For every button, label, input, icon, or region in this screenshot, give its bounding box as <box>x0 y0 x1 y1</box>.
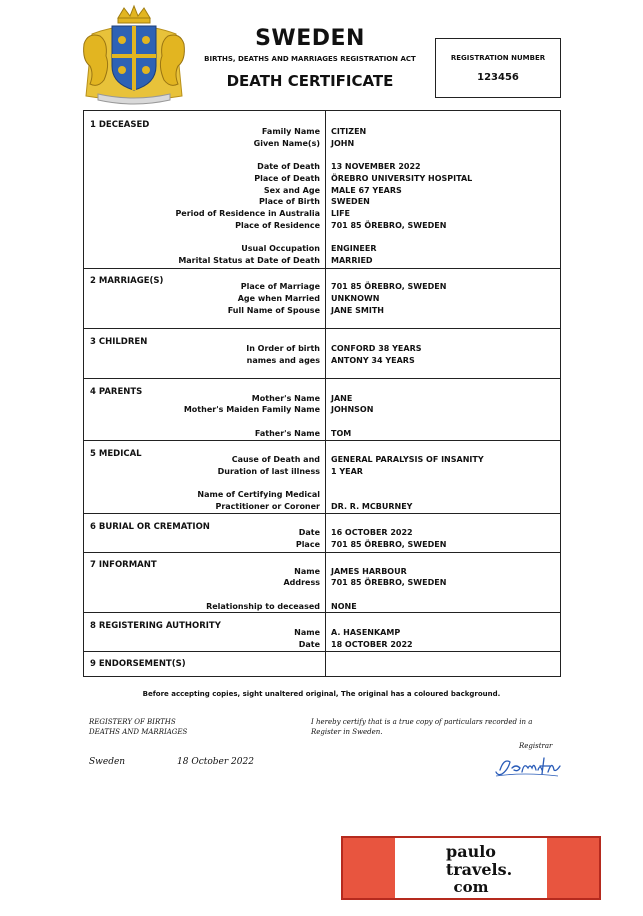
field-value: ANTONY 34 YEARS <box>331 356 415 365</box>
field-label: Mother's Name <box>251 394 320 403</box>
field-label: Name of Certifying Medical <box>197 490 320 499</box>
field-value: CONFORD 38 YEARS <box>331 344 422 353</box>
field-label: Place <box>295 540 320 549</box>
field-value: 701 85 ÖREBRO, SWEDEN <box>331 282 447 291</box>
field-label: In Order of birth <box>246 344 320 353</box>
section-divider <box>84 552 560 553</box>
issue-place: Sweden <box>89 757 126 767</box>
field-value: ENGINEER <box>331 244 377 253</box>
registrar-signature <box>494 754 564 780</box>
country-heading: SWEDEN <box>255 26 365 51</box>
field-value: JOHN <box>331 139 355 148</box>
field-value: 701 85 ÖREBRO, SWEDEN <box>331 578 447 587</box>
section-title-deceased: 1 DECEASED <box>90 120 150 130</box>
field-value: ÖREBRO UNIVERSITY HOSPITAL <box>331 174 473 183</box>
document-title-block <box>200 26 420 90</box>
field-label: Father's Name <box>254 429 320 438</box>
field-label: Full Name of Spouse <box>227 306 320 315</box>
field-label: Cause of Death and <box>231 455 320 464</box>
field-value: A. HASENKAMP <box>331 628 401 637</box>
field-label: Duration of last illness <box>217 467 320 476</box>
registration-label: REGISTRATION NUMBER <box>450 54 546 62</box>
logo-line: com <box>453 878 489 896</box>
registry-line: REGISTERY OF BIRTHS <box>89 718 176 726</box>
field-label: Date <box>298 528 320 537</box>
logo-line: travels. <box>445 860 513 879</box>
field-value: 701 85 ÖREBRO, SWEDEN <box>331 540 447 549</box>
section-title-medical: 5 MEDICAL <box>90 449 142 459</box>
field-label: Place of Residence <box>235 221 320 230</box>
section-divider <box>84 513 560 514</box>
field-label: Place of Birth <box>258 197 320 206</box>
field-label: Place of Death <box>254 174 320 183</box>
act-subtitle: BIRTHS, DEATHS AND MARRIAGES REGISTRATION ACT <box>204 55 416 63</box>
field-label: Marital Status at Date of Death <box>178 256 320 265</box>
field-label: Place of Marriage <box>240 282 320 291</box>
field-value: 13 NOVEMBER 2022 <box>331 162 421 171</box>
field-value: TOM <box>331 429 352 438</box>
field-value: 18 OCTOBER 2022 <box>331 640 413 649</box>
field-label: Address <box>283 578 320 587</box>
field-label: Practitioner or Coroner <box>215 502 320 511</box>
section-title-children: 3 CHILDREN <box>90 337 148 347</box>
field-value: 1 YEAR <box>331 467 363 476</box>
field-value: JANE SMITH <box>331 306 384 315</box>
field-label: Date of Death <box>257 162 320 171</box>
section-title-registering-authority: 8 REGISTERING AUTHORITY <box>90 621 221 631</box>
field-label: Mother's Maiden Family Name <box>183 405 320 414</box>
registration-number: 123456 <box>477 72 519 83</box>
field-value: DR. R. MCBURNEY <box>331 502 413 511</box>
section-divider <box>84 440 560 441</box>
paulo-travels-logo <box>341 836 601 900</box>
section-divider <box>84 612 560 613</box>
field-label: Given Name(s) <box>253 139 320 148</box>
certificate-title: DEATH CERTIFICATE <box>226 72 394 90</box>
field-value: SWEDEN <box>331 197 370 206</box>
registrar-label: Registrar <box>519 742 553 750</box>
registry-line: DEATHS AND MARRIAGES <box>89 728 188 736</box>
field-label: Relationship to deceased <box>206 602 320 611</box>
section-title-informant: 7 INFORMANT <box>90 560 157 570</box>
field-value: JOHNSON <box>331 405 374 414</box>
section-divider <box>84 268 560 269</box>
field-value: JAMES HARBOUR <box>331 567 407 576</box>
field-label: Sex and Age <box>263 186 320 195</box>
registry-name <box>89 717 187 737</box>
field-value: MALE 67 YEARS <box>331 186 402 195</box>
field-value: GENERAL PARALYSIS OF INSANITY <box>331 455 484 464</box>
issue-date: 18 October 2022 <box>177 757 254 767</box>
section-title-marriages: 2 MARRIAGE(S) <box>90 276 164 286</box>
field-label: Date <box>298 640 320 649</box>
section-title-parents: 4 PARENTS <box>90 387 143 397</box>
field-label: Name <box>294 628 320 637</box>
registration-number-box <box>435 38 561 98</box>
logo-line: paulo <box>446 842 496 861</box>
section-divider <box>84 651 560 652</box>
field-value: 16 OCTOBER 2022 <box>331 528 413 537</box>
field-label: Name <box>294 567 320 576</box>
column-divider <box>325 111 326 676</box>
field-label: Usual Occupation <box>241 244 320 253</box>
field-value: JANE <box>331 394 353 403</box>
section-divider <box>84 328 560 329</box>
footer-note: Before accepting copies, sight unaltered original, The original has a coloured background. <box>142 690 501 698</box>
field-label: Period of Residence in Australia <box>175 209 320 218</box>
certification-statement: I hereby certify that is a true copy of particulars recorded in a Register in Sweden. <box>311 718 533 736</box>
field-value: CITIZEN <box>331 127 367 136</box>
section-title-burial: 6 BURIAL OR CREMATION <box>90 522 210 532</box>
field-label: Family Name <box>261 127 320 136</box>
field-value: UNKNOWN <box>331 294 380 303</box>
coat-of-arms-icon <box>78 4 190 108</box>
certificate-table <box>83 110 561 677</box>
field-value: 701 85 ÖREBRO, SWEDEN <box>331 221 447 230</box>
field-value: LIFE <box>331 209 351 218</box>
field-label: names and ages <box>246 356 320 365</box>
field-value: NONE <box>331 602 357 611</box>
field-label: Age when Married <box>237 294 320 303</box>
section-divider <box>84 378 560 379</box>
field-value: MARRIED <box>331 256 373 265</box>
section-title-endorsements: 9 ENDORSEMENT(S) <box>90 659 186 669</box>
